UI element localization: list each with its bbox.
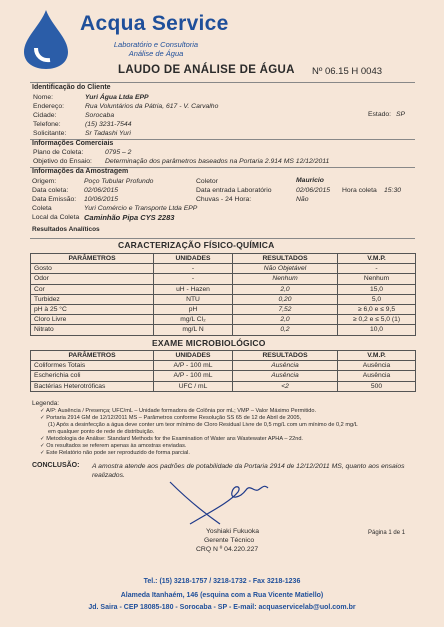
legend-text: A/P: Ausência / Presença; UFC/mL – Unidade formadora de Colônia por mL; VMP – Valor Máximo Permitido.: [45, 408, 317, 414]
result-cell: 0,2: [233, 325, 338, 335]
column-header: PARÂMETROS: [31, 351, 154, 361]
rain-label: Chuvas - 24 Hora:: [196, 196, 252, 203]
column-header: V.M.P.: [338, 254, 416, 264]
brand-subtitle-line2: Análise de Água: [128, 49, 184, 58]
table-header-row: [31, 351, 416, 361]
micro-table: [30, 350, 416, 392]
origin-value: Poço Tubular Profundo: [84, 178, 154, 185]
table-row: [31, 381, 416, 391]
legend-line: [40, 429, 412, 436]
unit-cell: A/P - 100 mL: [154, 371, 233, 381]
lab-entry-label: Data entrada Laboratório: [196, 187, 272, 194]
legend-line: ✓ Este Relatório não pode ser reproduzido de forma parcial.: [40, 450, 190, 456]
legend-line: [40, 422, 412, 429]
param-cell: Gosto: [31, 264, 154, 274]
client-label: Telefone:: [33, 121, 61, 128]
document-title: LAUDO DE ANÁLISE DE ÁGUA: [118, 64, 295, 76]
legend-line: ✓ Metodologia de Análise: Standard Methods for the Examination of Water ans Wastewater APHA – 22nd.: [40, 436, 303, 442]
column-header: V.M.P.: [338, 351, 416, 361]
result-cell: Não Objetável: [233, 264, 338, 274]
param-cell: Cloro Livre: [31, 315, 154, 325]
vmp-cell: Ausência: [338, 361, 416, 371]
client-label: Endereço:: [33, 103, 64, 110]
date-label: Data coleta:: [32, 187, 69, 194]
result-cell: <2: [233, 381, 338, 391]
column-header: UNIDADES: [154, 351, 233, 361]
table-row: [31, 264, 416, 274]
rain-value: Não: [296, 196, 309, 203]
table-row: [31, 304, 416, 314]
result-cell: Ausência: [233, 371, 338, 381]
physchem-title: CARACTERIZAÇÃO FÍSICO-QUÍMICA: [118, 240, 275, 250]
table-row: [31, 371, 416, 381]
table-row: [31, 274, 416, 284]
date-value: 02/06/2015: [84, 187, 119, 194]
legend-text: Portaria 2914 GM de 12/12/2011 MS – Parâmetros conforme Resolução SS 65 de 12 de Abril de 2005,: [46, 415, 302, 421]
vmp-cell: -: [338, 264, 416, 274]
coleta-label: Coleta: [32, 205, 52, 212]
signatory-name: Yoshiaki Fukuoka: [206, 528, 260, 535]
commercial-section-title: Informações Comerciais: [32, 140, 114, 147]
client-label: Nome:: [33, 94, 54, 101]
legend-text: (1) Após a desinfecção a água deve conter um teor mínimo de Cloro Residual Livre de 0,5 mg/L com um mínimo de 0,2 mg/L: [48, 422, 358, 428]
commercial-value: 0795 – 2: [105, 149, 132, 156]
client-info: [32, 93, 219, 138]
vmp-cell: 5,0: [338, 294, 416, 304]
param-cell: Nitrato: [31, 325, 154, 335]
column-header: RESULTADOS: [233, 254, 338, 264]
table-row: [31, 294, 416, 304]
vmp-cell: Nenhum: [338, 274, 416, 284]
vmp-cell: ≥ 0,2 e ≤ 5,0 (1): [338, 315, 416, 325]
table-row: [31, 284, 416, 294]
column-header: RESULTADOS: [233, 351, 338, 361]
brand-subtitle: [96, 40, 216, 58]
unit-cell: -: [154, 264, 233, 274]
param-cell: Turbidez: [31, 294, 154, 304]
commercial-info: [32, 148, 330, 166]
emission-label: Data Emissão:: [32, 196, 77, 203]
param-cell: pH à 25 °C: [31, 304, 154, 314]
param-cell: Odor: [31, 274, 154, 284]
legend-title: Legenda:: [32, 400, 60, 407]
signatory-role: Gerente Técnico: [204, 537, 255, 544]
footer-city: Jd. Saira - CEP 18085-180 - Sorocaba - SP - E-mail: acquaservicelab@uol.com.br: [88, 604, 356, 611]
legend-text: Metodologia de Análise: Standard Methods for the Examination of Water ans Wastewater APHA – 22nd.: [46, 436, 303, 442]
unit-cell: uH - Hazen: [154, 284, 233, 294]
table-header-row: [31, 254, 416, 264]
result-cell: 0,20: [233, 294, 338, 304]
result-cell: 7,52: [233, 304, 338, 314]
commercial-label: Plano de Coleta:: [33, 149, 84, 156]
divider: [30, 238, 415, 239]
client-section-title: Identificação do Cliente: [32, 84, 111, 91]
vmp-cell: 15,0: [338, 284, 416, 294]
footer-address: Alameda Itanhaém, 146 (esquina com a Rua Vicente Matiello): [120, 592, 324, 599]
result-cell: 2,0: [233, 315, 338, 325]
state-value: SP: [396, 111, 406, 118]
signature-icon: [150, 462, 300, 532]
legend-line: ✓ A/P: Ausência / Presença; UFC/mL – Unidade formadora de Colônia por mL; VMP – Valor Máximo Permitido.: [40, 408, 317, 414]
param-cell: Coliformes Totais: [31, 361, 154, 371]
column-header: PARÂMETROS: [31, 254, 154, 264]
vmp-cell: 10,0: [338, 325, 416, 335]
result-cell: Ausência: [233, 361, 338, 371]
unit-cell: mg/L Cl₂: [154, 315, 233, 325]
client-value: Sr Tadashi Yuri: [85, 130, 131, 137]
commercial-value: Determinação dos parâmetros baseados na Portaria 2.914 MS 12/12/2011: [105, 158, 330, 165]
brand-name: Acqua Service: [80, 12, 229, 35]
collector-value: Mauricio: [296, 177, 324, 184]
client-label: Cidade:: [33, 112, 57, 119]
column-header: UNIDADES: [154, 254, 233, 264]
local-label: Local da Coleta: [32, 214, 80, 221]
unit-cell: -: [154, 274, 233, 284]
unit-cell: pH: [154, 304, 233, 314]
result-cell: Nenhum: [233, 274, 338, 284]
param-cell: Cor: [31, 284, 154, 294]
micro-title: EXAME MICROBIOLÓGICO: [152, 338, 266, 348]
table-row: [31, 325, 416, 335]
legend-text: Os resultados se referem apenas às amostras enviadas.: [46, 443, 187, 449]
page-number: Página 1 de 1: [368, 530, 406, 536]
client-value: Rua Voluntários da Pátria, 617 - V. Carvalho: [85, 103, 219, 110]
legend-text: em qualquer ponto de rede de distribuição.: [48, 429, 155, 435]
table-row: [31, 315, 416, 325]
client-label: Solicitante:: [33, 130, 67, 137]
vmp-cell: ≥ 6,0 e ≤ 9,5: [338, 304, 416, 314]
vmp-cell: 500: [338, 381, 416, 391]
legend-line: ✓ Os resultados se referem apenas às amostras enviadas.: [40, 443, 187, 449]
state-label: Estado:: [368, 111, 392, 118]
unit-cell: NTU: [154, 294, 233, 304]
crq-number: CRQ N º 04.220.227: [196, 546, 259, 553]
conclusion-text: A amostra atende aos padrões de potabilidade da Portaria 2914 de 12/12/2011 MS, quanto aos ensaios realizados.: [92, 463, 405, 479]
param-cell: Escherichia coli: [31, 371, 154, 381]
divider: [30, 82, 415, 83]
table-row: [31, 361, 416, 371]
emission-value: 10/06/2015: [84, 196, 119, 203]
collector-label: Coletor: [196, 178, 218, 185]
results-label: Resultados Analíticos: [32, 226, 100, 233]
water-drop-logo-icon: [20, 8, 72, 70]
physchem-table: [30, 253, 416, 336]
local-value: Caminhão Pipa CYS 2283: [84, 213, 175, 222]
commercial-label: Objetivo do Ensaio:: [33, 158, 92, 165]
footer-phone: Tel.: (15) 3218-1757 / 3218-1732 - Fax 3218-1236: [143, 578, 301, 585]
unit-cell: mg/L N: [154, 325, 233, 335]
client-value: Sorocaba: [85, 112, 115, 119]
conclusion-label: CONCLUSÃO:: [32, 462, 80, 469]
hour-label: Hora coleta: [342, 187, 377, 194]
legend-line: ✓ Portaria 2914 GM de 12/12/2011 MS – Parâmetros conforme Resolução SS 65 de 12 de Abril de 2005,: [40, 415, 302, 421]
unit-cell: A/P - 100 mL: [154, 361, 233, 371]
vmp-cell: Ausência: [338, 371, 416, 381]
param-cell: Bactérias Heterotróficas: [31, 381, 154, 391]
sample-section-title: Informações da Amostragem: [32, 168, 129, 175]
origin-label: Origem:: [32, 178, 57, 185]
client-value: (15) 3231-7544: [85, 121, 132, 128]
unit-cell: UFC / mL: [154, 381, 233, 391]
legend-text: Este Relatório não pode ser reproduzido de forma parcial.: [46, 450, 190, 456]
coleta-value: Yuri Comércio e Transporte Ltda EPP: [84, 205, 198, 212]
brand-subtitle-line1: Laboratório e Consultoria: [113, 40, 199, 49]
report-number: Nº 06.15 H 0043: [312, 66, 383, 77]
lab-entry-value: 02/06/2015: [296, 187, 331, 194]
client-value: Yuri Água Ltda EPP: [85, 94, 149, 101]
hour-value: 15:30: [384, 187, 402, 194]
result-cell: 2,0: [233, 284, 338, 294]
legend-block: [40, 408, 412, 457]
